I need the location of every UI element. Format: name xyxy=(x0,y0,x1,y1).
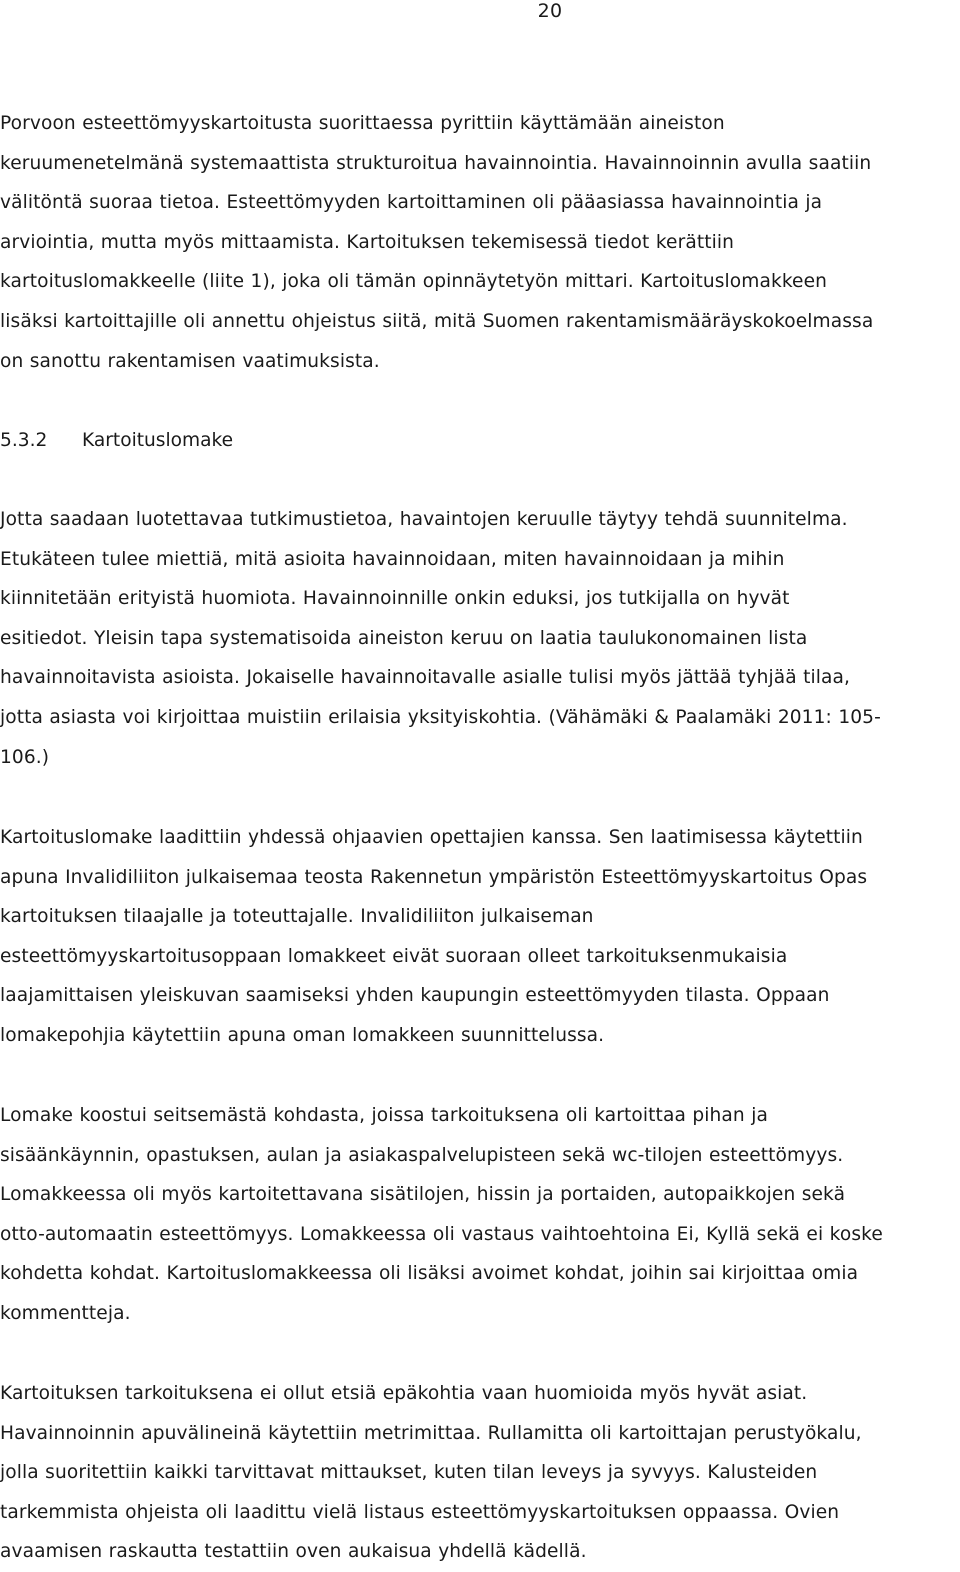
text-line: laajamittaisen yleiskuvan saamiseksi yhden kaupungin esteettömyyden tilasta. Oppaan xyxy=(0,985,830,1007)
paragraph-planning xyxy=(0,500,960,777)
text-line: Lomakkeessa oli myös kartoitettavana sisätilojen, hissin ja portaiden, autopaikkojen sekä xyxy=(0,1184,846,1206)
text-line: jolla suoritettiin kaikki tarvittavat mittaukset, kuten tilan leveys ja syvyys. Kalusteiden xyxy=(0,1462,818,1484)
text-line: lomakepohjia käytettiin apuna oman lomakkeen suunnittelussa. xyxy=(0,1024,605,1046)
paragraph-survey-purpose xyxy=(0,1374,960,1572)
text-line: Kartoituslomake laadittiin yhdessä ohjaavien opettajien kanssa. Sen laatimisessa käytettiin xyxy=(0,827,863,848)
text-line: Jotta saadaan luotettavaa tutkimustietoa, havaintojen keruulle täytyy tehdä suunnitelma. xyxy=(0,509,848,530)
text-line: otto-automaatin esteettömyys. Lomakkeessa oli vastaus vaihtoehtoina Ei, Kyllä sekä ei koske xyxy=(0,1223,883,1245)
text-line: arviointia, mutta myös mittaamista. Kartoituksen tekemisessä tiedot kerättiin xyxy=(0,231,735,253)
text-line: lisäksi kartoittajille oli annettu ohjeistus siitä, mitä Suomen rakentamismääräyskokoelmassa xyxy=(0,310,874,332)
text-line: havainnoitavista asioista. Jokaiselle havainnoitavalle asialle tulisi myös jättää tyhjää tilaa, xyxy=(0,667,851,689)
text-line: esteettömyyskartoitusoppaan lomakkeet eivät suoraan olleet tarkoituksenmukaisia xyxy=(0,945,788,967)
text-line: 106.) xyxy=(0,746,50,768)
text-line: sisäänkäynnin, opastuksen, aulan ja asiakaspalvelupisteen sekä wc-tilojen esteettömyys. xyxy=(0,1144,844,1166)
paragraph-form-contents xyxy=(0,1096,960,1334)
text-line: on sanottu rakentamisen vaatimuksista. xyxy=(0,350,380,372)
text-line: kartoituksen tilaajalle ja toteuttajalle. Invalidiliiton julkaiseman xyxy=(0,906,594,928)
text-line: esitiedot. Yleisin tapa systematisoida aineiston keruu on laatia taulukonomainen lista xyxy=(0,627,808,649)
text-line: keruumenetelmänä systemaattista strukturoitua havainnointia. Havainnoinnin avulla saatiin xyxy=(0,152,872,174)
section-title: Kartoituslomake xyxy=(82,430,234,451)
text-line: välitöntä suoraa tietoa. Esteettömyyden kartoittaminen oli pääasiassa havainnointia ja xyxy=(0,192,823,214)
text-line: kohdetta kohdat. Kartoituslomakkeessa oli lisäksi avoimet kohdat, joihin sai kirjoittaa omia xyxy=(0,1263,859,1285)
text-line: kommentteja. xyxy=(0,1302,131,1324)
paragraph-form-creation xyxy=(0,818,960,1056)
section-heading xyxy=(0,421,233,461)
text-line: Havainnoinnin apuvälineinä käytettiin metrimittaa. Rullamitta oli kartoittajan perustyökalu, xyxy=(0,1422,862,1444)
text-line: avaamisen raskautta testattiin oven aukaisua yhdellä kädellä. xyxy=(0,1541,587,1563)
text-line: Porvoon esteettömyyskartoitusta suorittaessa pyrittiin käyttämään aineiston xyxy=(0,113,725,134)
text-line: Lomake koostui seitsemästä kohdasta, joissa tarkoituksena oli kartoittaa pihan ja xyxy=(0,1105,768,1126)
text-line: kiinnitetään erityistä huomiota. Havainnoinnille onkin eduksi, jos tutkijalla on hyvät xyxy=(0,588,790,610)
text-line: Kartoituksen tarkoituksena ei ollut etsiä epäkohtia vaan huomioida myös hyvät asiat. xyxy=(0,1383,808,1404)
text-line: Etukäteen tulee miettiä, mitä asioita havainnoidaan, miten havainnoidaan ja mihin xyxy=(0,548,785,570)
page-number: 20 xyxy=(537,0,563,22)
section-number: 5.3.2 xyxy=(0,430,48,451)
text-line: jotta asiasta voi kirjoittaa muistiin erilaisia yksityiskohtia. (Vähämäki & Paalamäki 2011: 105- xyxy=(0,706,881,728)
text-line: tarkemmista ohjeista oli laadittu vielä listaus esteettömyyskartoituksen oppaassa. Ovien xyxy=(0,1501,840,1523)
text-line: kartoituslomakkeelle (liite 1), joka oli tämän opinnäytetyön mittari. Kartoituslomakkeen xyxy=(0,271,828,293)
text-line: apuna Invalidiliiton julkaisemaa teosta Rakennetun ympäristön Esteettömyyskartoitus Opas xyxy=(0,866,868,888)
paragraph-intro xyxy=(0,104,960,381)
